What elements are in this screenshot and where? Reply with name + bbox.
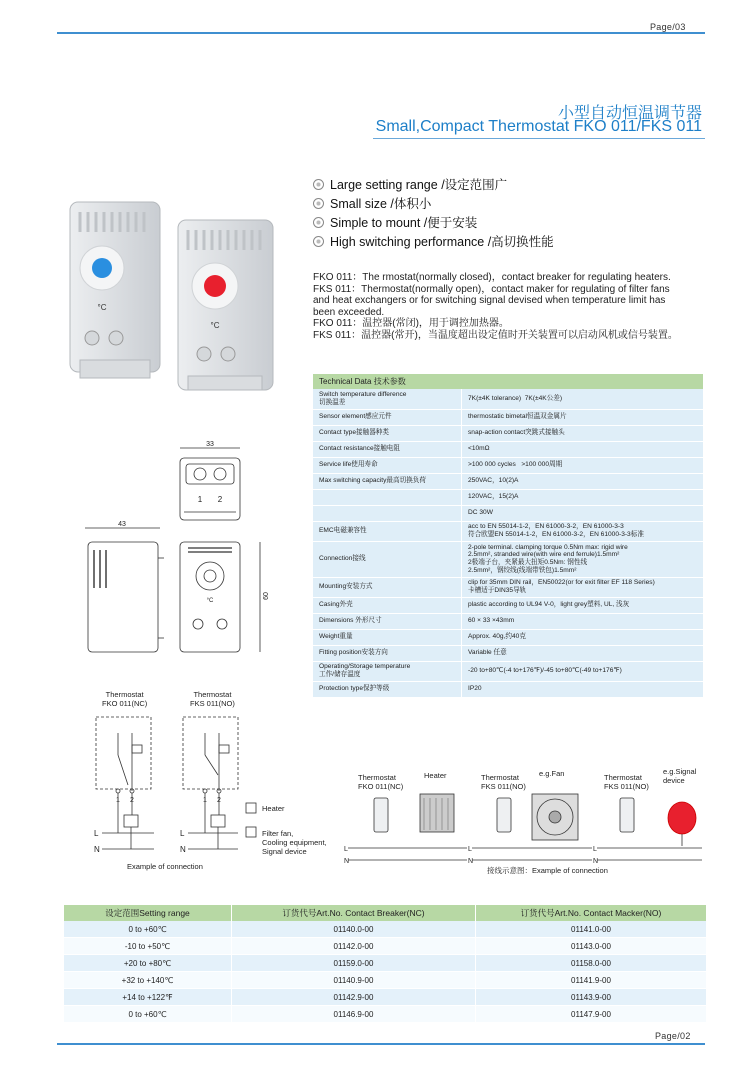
order-cell: 01140.0-00 (232, 921, 476, 938)
order-cell: 01143.0-00 (476, 938, 707, 955)
tech-row (313, 441, 703, 457)
dimension-drawing (80, 438, 280, 668)
order-row (64, 972, 707, 989)
tech-row (313, 629, 703, 645)
tech-key (313, 505, 462, 521)
tech-key: Protection type保护等级 (313, 681, 462, 697)
order-cell: +32 to +140℃ (64, 972, 232, 989)
tech-value: -20 to+80℃(-4 to+176℉)/-45 to+80℃(-49 to+176℉) (462, 661, 704, 681)
tech-key: EMC电磁兼容性 (313, 521, 462, 541)
tech-key: Max switching capacity最高切换负荷 (313, 473, 462, 489)
title-en: Small,Compact Thermostat FKO 011/FKS 011 (375, 118, 702, 135)
tech-row (313, 597, 703, 613)
bullet-icon (313, 198, 324, 209)
svg-text:2: 2 (217, 495, 223, 504)
svg-text:1: 1 (203, 797, 207, 804)
order-header-range: 设定范围Setting range (64, 905, 232, 921)
order-row (64, 955, 707, 972)
tech-value: Approx. 40g,约40克 (462, 629, 704, 645)
bullet-icon (313, 236, 324, 247)
order-cell: -10 to +50℃ (64, 938, 232, 955)
order-cell: 0 to +60℃ (64, 1006, 232, 1023)
tech-value: >100 000 cycles >100 000周期 (462, 457, 704, 473)
label-t2: Thermostat FKS 011(NO) (481, 773, 526, 791)
tech-row (313, 457, 703, 473)
tech-value: DC 30W (462, 505, 704, 521)
tech-key: Switch temperature difference 切换温差 (313, 389, 462, 409)
svg-text:N: N (344, 858, 350, 865)
tech-value: IP20 (462, 681, 704, 697)
order-cell: 01159.0-00 (232, 955, 476, 972)
tech-value: thermostatic bimetal恒温双金属片 (462, 409, 704, 425)
tech-value: plastic according to UL94 V-0，light grey塑料, UL, 浅灰 (462, 597, 704, 613)
tech-key: Contact resistance接触电阻 (313, 441, 462, 457)
order-cell: 01141.0-00 (476, 921, 707, 938)
title-cn: 小型自动恒温调节器 (557, 105, 702, 122)
order-cell: 01147.9-00 (476, 1006, 707, 1023)
tech-key: Connection接线 (313, 541, 462, 577)
tech-row (313, 577, 703, 597)
tech-value: <10mΩ (462, 441, 704, 457)
tech-value: 60 × 33 ×43mm (462, 613, 704, 629)
tech-row (313, 473, 703, 489)
tech-row (313, 489, 703, 505)
order-cell: 01142.9-00 (232, 989, 476, 1006)
tech-key: Service life使用寿命 (313, 457, 462, 473)
order-cell: 01141.9-00 (476, 972, 707, 989)
tech-key (313, 489, 462, 505)
tech-value: clip for 35mm DIN rail，EN50022(or for exit filter EF 118 Series) 卡槽适于DIN35导轨 (462, 577, 704, 597)
tech-value: 250VAC，10(2)A (462, 473, 704, 489)
order-cell: +14 to +122℉ (64, 989, 232, 1006)
wiring-diagram-right (342, 790, 712, 870)
tech-value: 120VAC，15(2)A (462, 489, 704, 505)
title-rule (373, 138, 705, 139)
tech-key: Sensor element感应元件 (313, 409, 462, 425)
order-table (64, 905, 707, 1023)
order-cell: +20 to +80℃ (64, 955, 232, 972)
order-cell: 01146.9-00 (232, 1006, 476, 1023)
thermostat-nc-unit (70, 202, 160, 378)
tech-key: Dimensions 外形尺寸 (313, 613, 462, 629)
feature-item: Small size /体积小 (313, 194, 431, 212)
thermostat-no-unit (178, 220, 273, 390)
wiring-caption-left: Example of connection (127, 862, 203, 871)
label-fan: e.g.Fan (539, 769, 565, 778)
dim-top-width: 33 (206, 441, 214, 448)
tech-row (313, 389, 703, 409)
svg-text:1: 1 (116, 797, 120, 804)
feature-item: Large setting range /设定范围广 (313, 175, 507, 193)
tech-row (313, 505, 703, 521)
dial-unit-right: °C (210, 321, 220, 330)
dim-side-width: 43 (118, 521, 126, 528)
tech-key: Weight重量 (313, 629, 462, 645)
svg-text:2: 2 (217, 797, 221, 804)
label-fks-no: Thermostat FKS 011(NO) (190, 690, 235, 708)
order-row (64, 989, 707, 1006)
legend-heater: Heater (262, 804, 285, 813)
tech-row (313, 661, 703, 681)
svg-text:1: 1 (197, 495, 203, 504)
wiring-caption-right: 接线示意图：Example of connection (487, 866, 608, 875)
tech-key: Casing外壳 (313, 597, 462, 613)
feature-item: High switching performance /高切换性能 (313, 232, 554, 250)
tech-value: Variable 任意 (462, 645, 704, 661)
tech-value: 7K(±4K tolerance) 7K(±4K公差) (462, 389, 704, 409)
label-signal: e.g.Signal device (663, 767, 697, 785)
svg-text:2: 2 (130, 797, 134, 804)
order-row (64, 1006, 707, 1023)
svg-text:N: N (468, 858, 474, 865)
label-fko-nc: Thermostat FKO 011(NC) (102, 690, 148, 708)
svg-text:L: L (593, 846, 597, 853)
label-heater: Heater (424, 771, 447, 780)
dial-unit-left: °C (97, 303, 107, 312)
order-cell: 01140.9-00 (232, 972, 476, 989)
order-row (64, 921, 707, 938)
legend-fan: Filter fan, Cooling equipment, Signal device (262, 829, 327, 856)
order-header-no: 订货代号Art.No. Contact Macker(NO) (476, 905, 707, 921)
tech-value: 2-pole terminal. clamping torque 0.5Nm max: rigid wire 2.5mm², stranded wire(with wire end ferrule)1.5mm² 2极端子台，夹紧最大扭矩0.5Nm: 钢性线 2.5mm²，钢绞线(线端带铁包)1.5mm² (462, 541, 704, 577)
svg-text:L: L (468, 846, 472, 853)
page-number-bottom: Page/02 (655, 1031, 691, 1041)
tech-key: Fitting position安装方向 (313, 645, 462, 661)
top-rule (57, 32, 705, 34)
svg-text:N: N (94, 845, 100, 854)
label-t3: Thermostat FKS 011(NO) (604, 773, 649, 791)
description: FKO 011：The rmostat(normally closed)，contact breaker for regulating heaters. FKS 011：Thermostat(normally open)，contact maker for regulating of filter fans and heat exchangers or for switching signal devised when temperature limit has been exceeded. FKO 011：温控器(常闭)，用于调控加热器。 FKS 011：温控器(常开)，当温度超出设定值时开关装置可以启动风机或信号装置。 (313, 272, 678, 341)
tech-value: snap-action contact突跳式接触头 (462, 425, 704, 441)
order-cell: 01142.0-00 (232, 938, 476, 955)
tech-table-heading: Technical Data 技术参数 (313, 374, 703, 389)
svg-text:°C: °C (206, 598, 214, 604)
bottom-rule (57, 1043, 705, 1045)
order-cell: 01158.0-00 (476, 955, 707, 972)
tech-key: Contact type接触器种类 (313, 425, 462, 441)
technical-data-table (313, 374, 703, 698)
tech-key: Operating/Storage temperature 工作/储存温度 (313, 661, 462, 681)
svg-text:L: L (94, 829, 99, 838)
tech-row (313, 425, 703, 441)
order-cell: 0 to +60℃ (64, 921, 232, 938)
tech-row (313, 541, 703, 577)
tech-row (313, 613, 703, 629)
svg-text:L: L (344, 846, 348, 853)
product-photo (60, 190, 310, 400)
dim-height: 60 (263, 592, 270, 600)
tech-row (313, 645, 703, 661)
bullet-icon (313, 217, 324, 228)
tech-key: Mounting安装方式 (313, 577, 462, 597)
tech-row (313, 681, 703, 697)
order-row (64, 938, 707, 955)
label-t1: Thermostat FKO 011(NC) (358, 773, 404, 791)
svg-text:N: N (593, 858, 599, 865)
tech-row (313, 521, 703, 541)
order-cell: 01143.9-00 (476, 989, 707, 1006)
svg-text:L: L (180, 829, 185, 838)
svg-text:N: N (180, 845, 186, 854)
order-header-nc: 订货代号Art.No. Contact Breaker(NC) (232, 905, 476, 921)
tech-row (313, 409, 703, 425)
page-number-top: Page/03 (650, 22, 686, 32)
bullet-icon (313, 179, 324, 190)
feature-item: Simple to mount /便于安装 (313, 213, 477, 231)
tech-value: acc to EN 55014-1-2，EN 61000-3-2，EN 61000-3-3 符合欧盟EN 55014-1-2，EN 61000-3-2，EN 61000-3-3标准 (462, 521, 704, 541)
